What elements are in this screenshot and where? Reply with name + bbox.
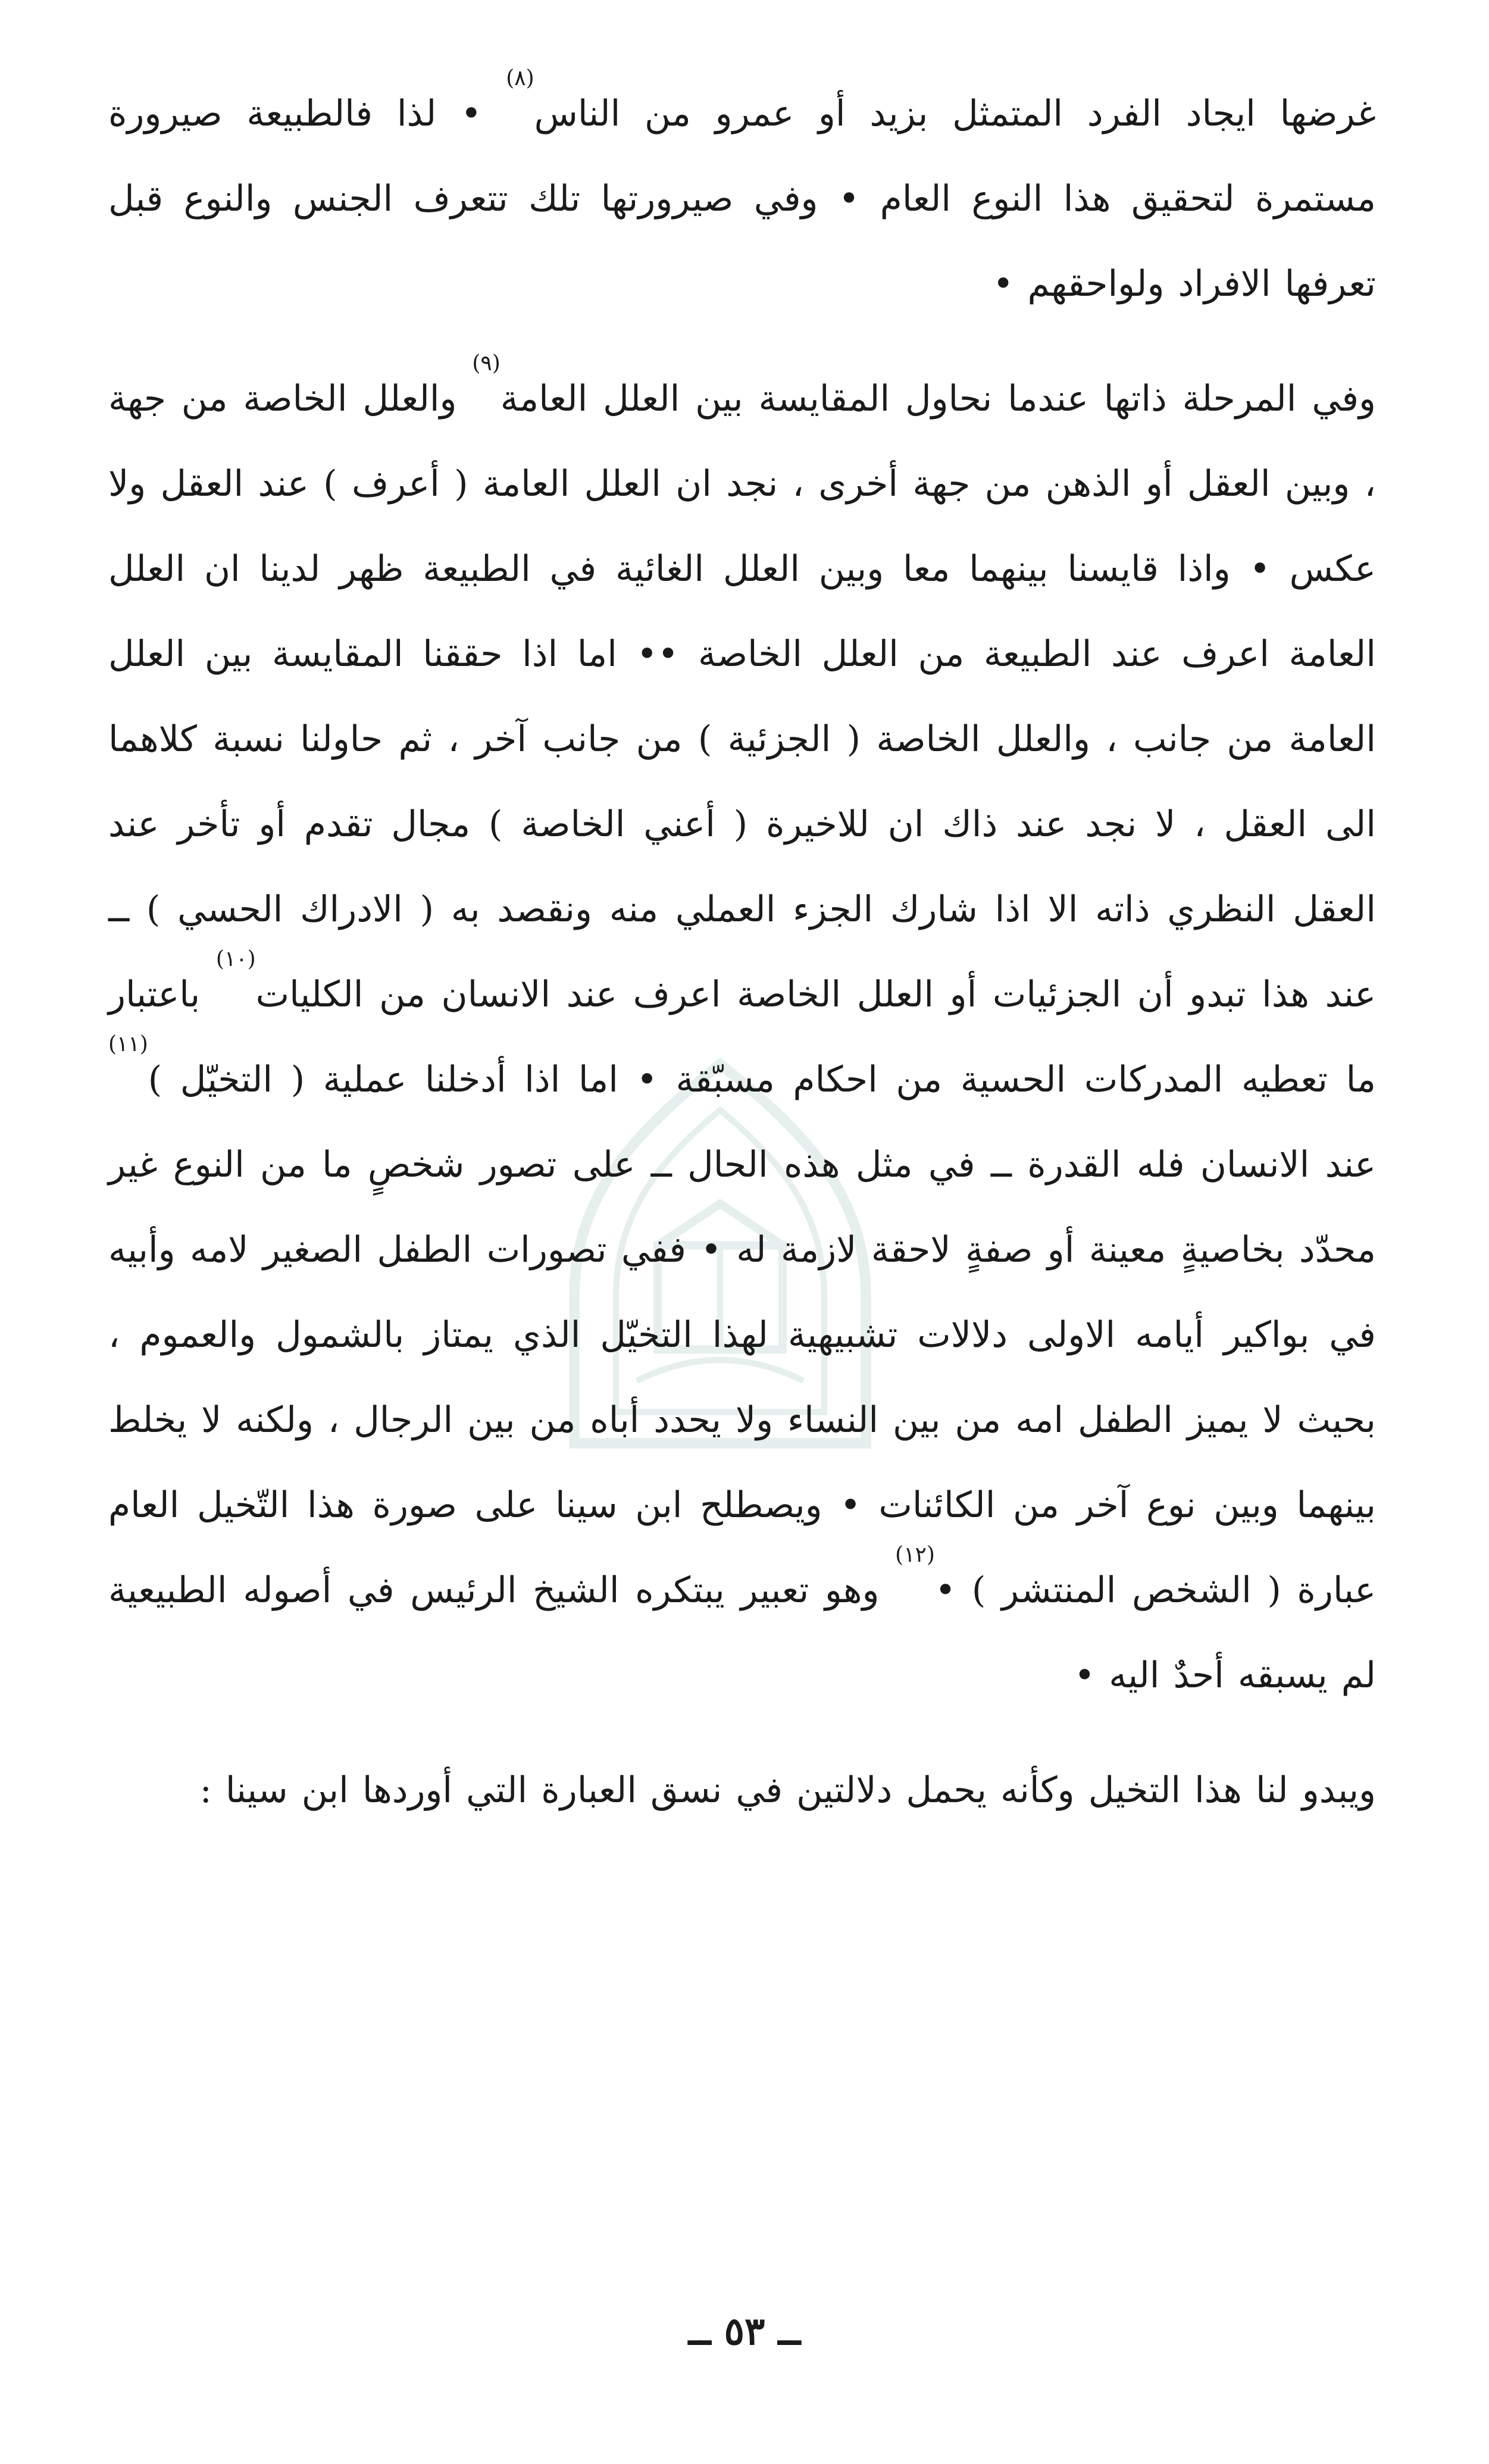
text-run: وهو تعبير يبتكره الشيخ الرئيس في أصوله الطبيعية لم يسبقه أحدٌ اليه • bbox=[108, 1569, 1376, 1696]
footnote-marker[interactable]: (٨) bbox=[506, 66, 534, 90]
text-run: ويبدو لنا هذا التخيل وكأنه يحمل دلالتين في نسق العبارة التي أوردها ابن سينا : bbox=[199, 1769, 1376, 1811]
text-run: عند الانسان فله القدرة ــ في مثل هذه الحال ــ على تصور شخصٍ ما من النوع غير محدّد بخاصيةٍ معينة أو صفةٍ لاحقة لازمة له • ففي تصورات الطفل الصغير لامه وأبيه في بواكير أيامه الاولى دلالات تشبيهية لهذا التخيّل الذي يمتاز بالشمول والعموم ، بحيث لا يميز الطفل امه من بين النساء ولا يحدد أباه من بين الرجال ، ولكنه لا يخلط بينهما وبين نوع آخر من الكائنات • ويصطلح ابن سينا على صورة هذا التّخيل العام عبارة ( الشخص المنتشر ) • bbox=[108, 1144, 1376, 1611]
paragraph-spacer bbox=[108, 327, 1376, 357]
paragraph-1 bbox=[108, 66, 1376, 327]
text-run: • لذا فالطبيعة صيرورة مستمرة لتحقيق هذا النوع العام • وفي صيرورتها تلك تتعرف الجنس والنوع قبل تعرفها الافراد ولواحقهم • bbox=[108, 93, 1376, 305]
paragraph-3 bbox=[108, 1748, 1376, 1833]
body-text bbox=[108, 66, 1376, 1833]
text-run: باعتبار ما تعطيه المدركات الحسية من احكام مسبّقة • اما اذا أدخلنا عملية ( التخيّل ) bbox=[108, 974, 1376, 1100]
footnote-marker[interactable]: (١١) bbox=[108, 1032, 148, 1056]
footnote-marker[interactable]: (١٠) bbox=[215, 947, 256, 971]
text-run: غرضها ايجاد الفرد المتمثل بزيد أو عمرو من الناس bbox=[534, 93, 1376, 135]
paragraph-2 bbox=[108, 351, 1376, 1718]
page-number: ــ ٥٣ ــ bbox=[688, 2309, 801, 2354]
text-run: وفي المرحلة ذاتها عندما نحاول المقايسة بين العلل العامة bbox=[500, 378, 1376, 420]
paragraph-spacer bbox=[108, 1718, 1376, 1748]
footnote-marker[interactable]: (١٢) bbox=[895, 1543, 935, 1567]
footnote-marker[interactable]: (٩) bbox=[472, 351, 500, 376]
text-run: والعلل الخاصة من جهة ، وبين العقل أو الذهن من جهة أخرى ، نجد ان العلل العامة ( أعرف ) عند العقل ولا عكس • واذا قايسنا بينهما معا وبين العلل الغائية في الطبيعة ظهر لدينا ان العلل العامة اعرف عند الطبيعة من العلل الخاصة •• اما اذا حققنا المقايسة بين العلل العامة من جانب ، والعلل الخاصة ( الجزئية ) من جانب آخر ، ثم حاولنا نسبة كلاهما الى العقل ، لا نجد عند ذاك ان للاخيرة ( أعني الخاصة ) مجال تقدم أو تأخر عند العقل النظري ذاته الا اذا شارك الجزء العملي منه ونقصد به ( الادراك الحسي ) ــ عند هذا تبدو أن الجزئيات أو العلل الخاصة اعرف عند الانسان من الكليات bbox=[108, 378, 1376, 1015]
